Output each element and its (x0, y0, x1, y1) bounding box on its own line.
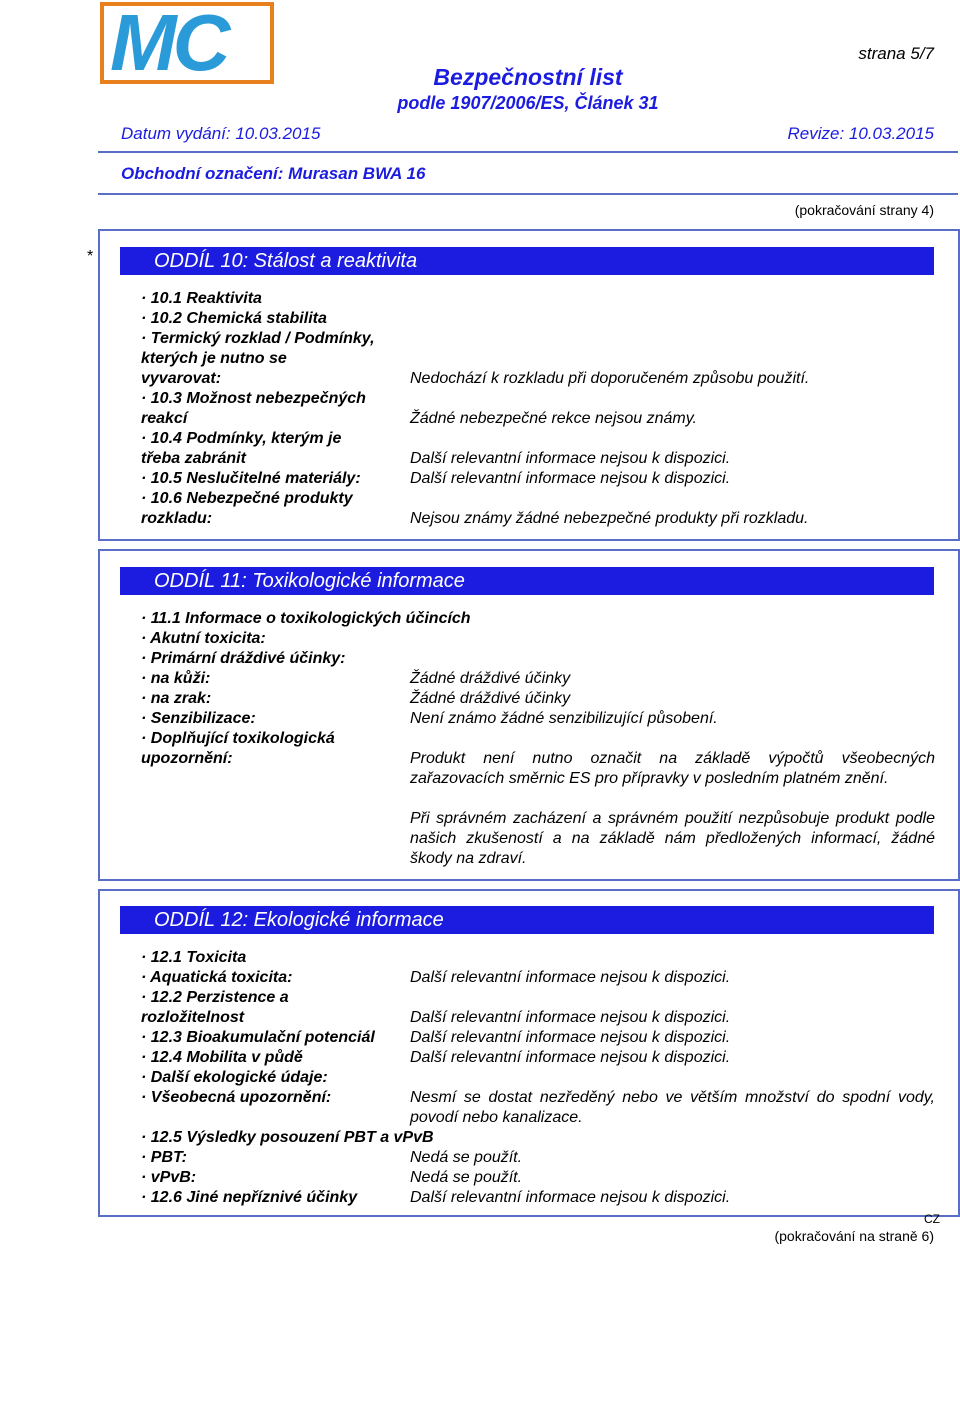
section-12-row: · vPvB: Nedá se použít. (141, 1169, 523, 1186)
section-10-row: · 10.3 Možnost nebezpečných reakcí Žádné nebezpečné rekce nejsou známy. (141, 390, 697, 427)
section-11-row: · Doplňující toxikologická upozornění: Produkt není nutno označit na základě výpočtů všeobecných zařazovacích směrnic ES pro přípravky v posledním platném znění. (141, 730, 935, 787)
section-11-row: · Senzibilizace: Není známo žádné senzibilizující působení. (141, 710, 718, 727)
section-12-row: · 12.3 Bioakumulační potenciál Další relevantní informace nejsou k dispozici. (141, 1029, 731, 1046)
continued-from: (pokračování strany 4) (794, 202, 934, 218)
section-10-row: · 10.6 Nebezpečné produkty rozkladu: Nejsou známy žádné nebezpečné produkty při rozkladu. (141, 490, 809, 527)
trade-name: Obchodní označení: Murasan BWA 16 (121, 164, 426, 183)
section-11-row: · 11.1 Informace o toxikologických účincích (141, 610, 471, 627)
section-11-row: Při správném zacházení a správném použití nezpůsobuje produkt podle našich zkušeností a na základě nám předložených informací, žádné škody na zdraví. (410, 810, 935, 867)
section-12-row: · 12.1 Toxicita (141, 949, 247, 966)
continued-to: (pokračování na straně 6) (774, 1228, 934, 1244)
section-10-row: · 10.5 Neslučitelné materiály: Další relevantní informace nejsou k dispozici. (141, 470, 731, 487)
document-title: Bezpečnostní list (433, 64, 623, 90)
issue-date: Datum vydání: 10.03.2015 (121, 124, 321, 143)
section-10-row: · 10.1 Reaktivita (141, 290, 262, 307)
section-10-row: · 10.2 Chemická stabilita (141, 310, 327, 327)
section-12-row: · 12.2 Perzistence a rozložitelnost Další relevantní informace nejsou k dispozici. (141, 989, 731, 1026)
section-12-row: · 12.6 Jiné nepříznivé účinky Další relevantní informace nejsou k dispozici. (141, 1189, 731, 1206)
section-12-row: · Další ekologické údaje: (141, 1069, 328, 1086)
section-12-row: · Aquatická toxicita: Další relevantní informace nejsou k dispozici. (141, 969, 731, 986)
section-11-row: · Akutní toxicita: (141, 630, 266, 647)
section-11-row: · na kůži: Žádné dráždivé účinky (141, 670, 571, 687)
country-code: CZ (924, 1212, 940, 1226)
section-10-row: · 10.4 Podmínky, kterým je třeba zabránit Další relevantní informace nejsou k dispozici. (141, 430, 731, 467)
logo-text: MC (110, 0, 227, 87)
revision-date: Revize: 10.03.2015 (787, 124, 934, 143)
section-12-row: · 12.5 Výsledky posouzení PBT a vPvB (141, 1129, 434, 1146)
section-10-heading: ODDÍL 10: Stálost a reaktivita (120, 247, 934, 275)
section-12-row: · 12.4 Mobilita v půdě Další relevantní informace nejsou k dispozici. (141, 1049, 731, 1066)
header-divider (98, 151, 958, 153)
section-10-row: · Termický rozklad / Podmínky, kterých je nutno se vyvarovat: Nedochází k rozkladu při doporučeném způsobu použití. (141, 330, 810, 387)
section-12-heading: ODDÍL 12: Ekologické informace (120, 906, 934, 934)
header-divider (98, 193, 958, 195)
section-12-row: · Všeobecná upozornění: Nesmí se dostat nezředěný nebo ve větším množství do spodní vody, povodí nebo kanalizace. (141, 1089, 935, 1126)
change-marker: * (87, 248, 94, 265)
section-11-heading: ODDÍL 11: Toxikologické informace (120, 567, 934, 595)
section-12-row: · PBT: Nedá se použít. (141, 1149, 523, 1166)
document-subtitle: podle 1907/2006/ES, Článek 31 (397, 93, 659, 113)
section-11-row: · Primární dráždivé účinky: (141, 650, 346, 667)
page-number: strana 5/7 (858, 44, 934, 63)
section-11-row: · na zrak: Žádné dráždivé účinky (141, 690, 571, 707)
